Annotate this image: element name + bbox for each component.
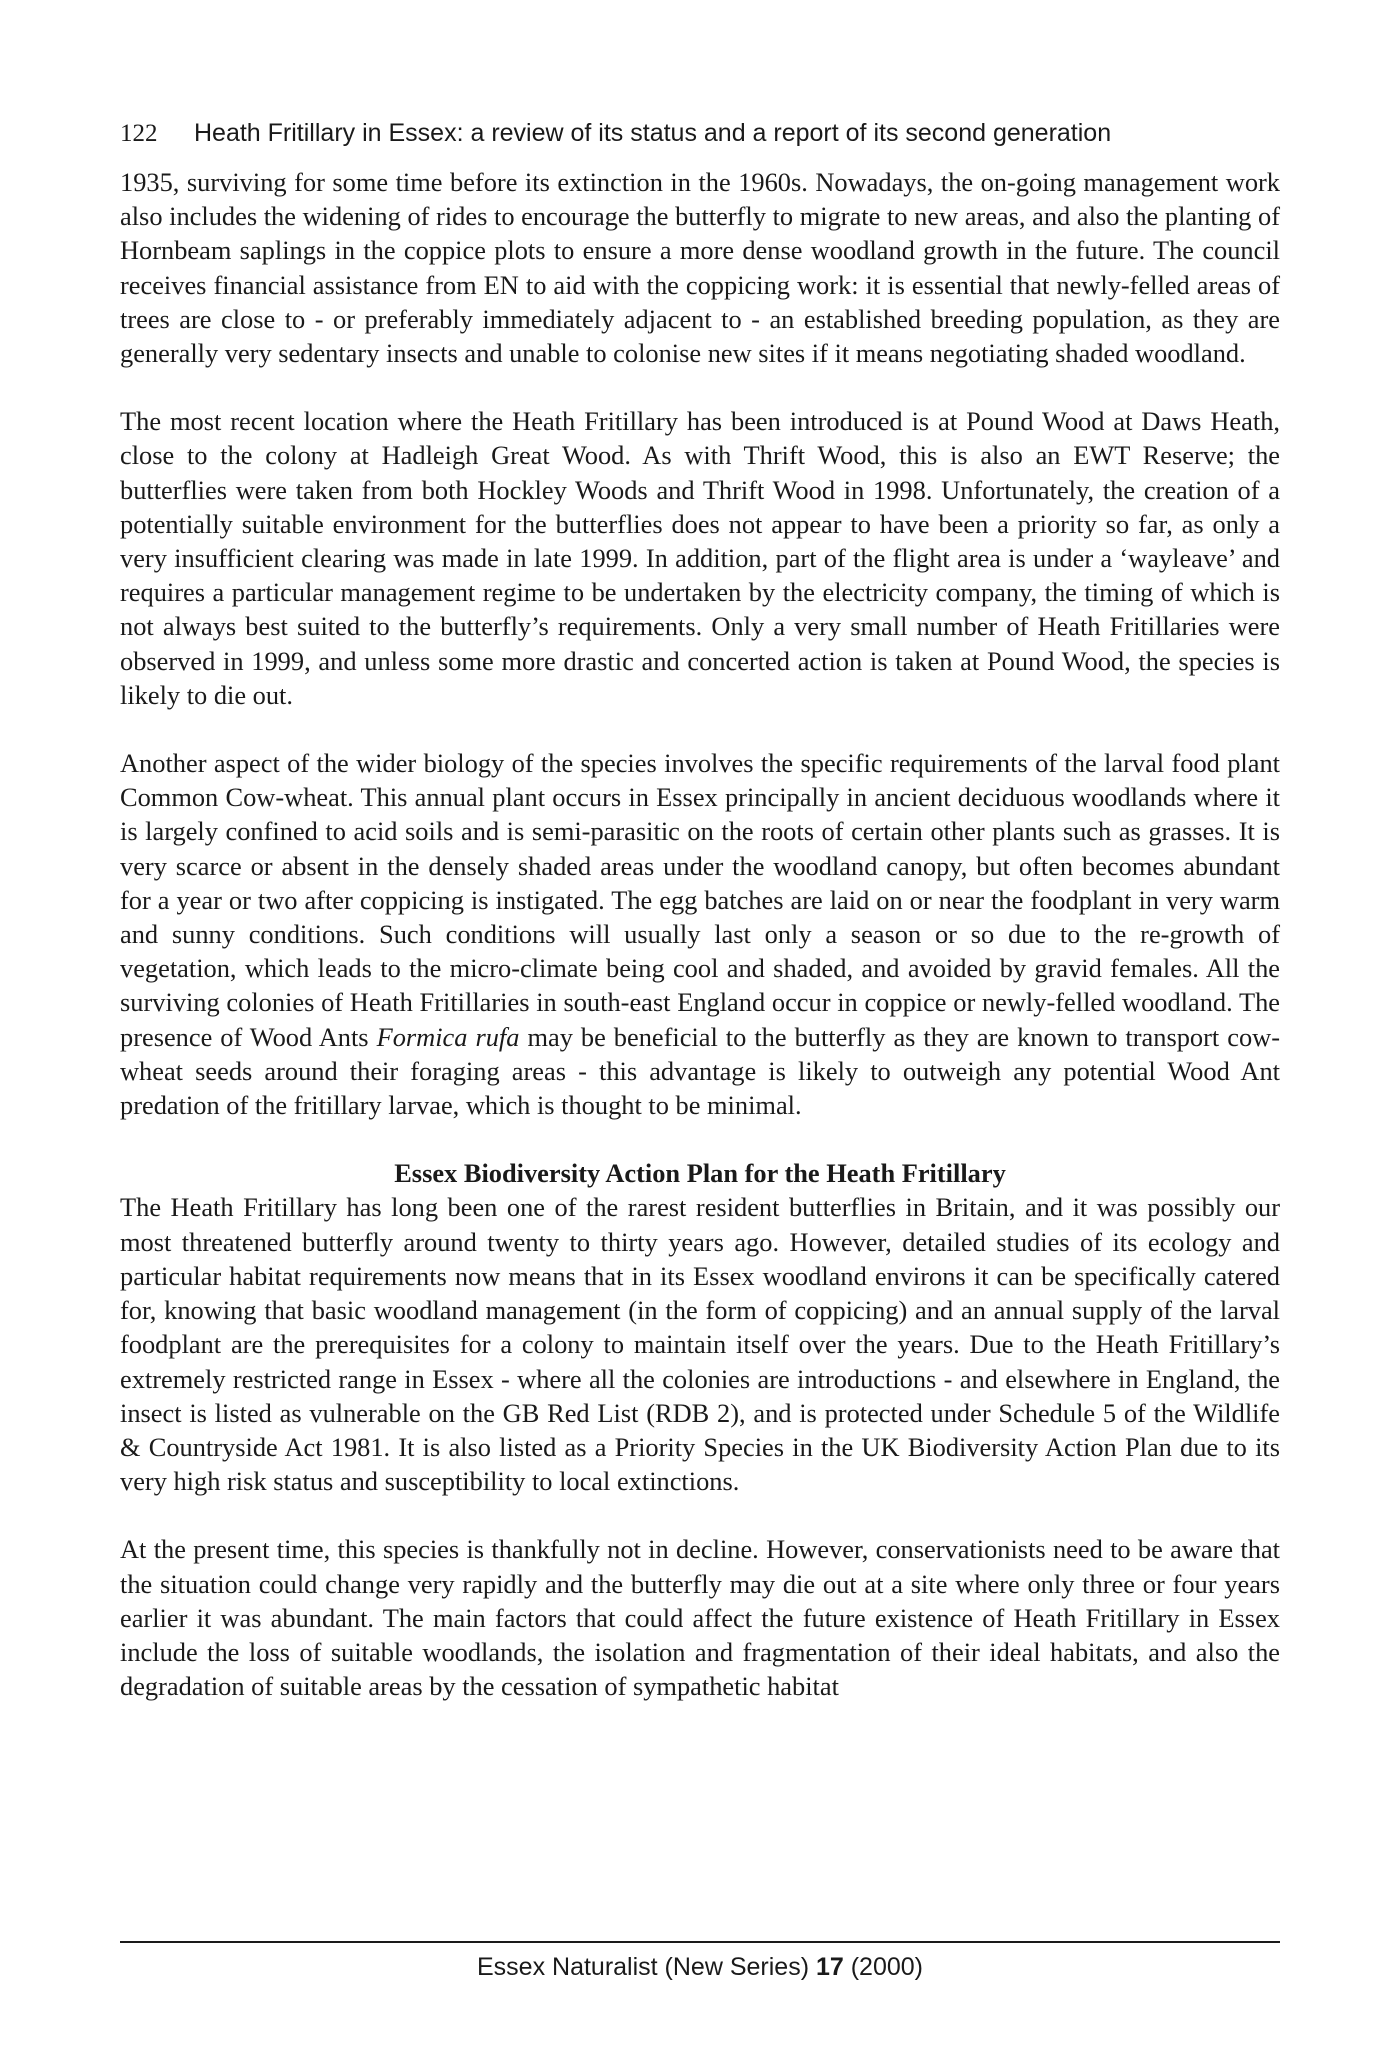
paragraph-1: 1935, surviving for some time before its extinction in the 1960s. Nowadays, the on-going management work also includes the widening of rides to encourage the butterfly to migrate to new areas, and also the planting of Hornbeam saplings in the coppice plots to ensure a more dense woodland growth in the future. The council receives financial assistance from EN to aid with the coppicing work: it is essential that newly-felled areas of trees are close to - or preferably immediately adjacent to - an established breeding population, as they are generally very sedentary insects and unable to colonise new sites if it means negotiating shaded woodland. [120,167,1280,369]
footer-rule [120,1941,1280,1943]
paragraph-2: The most recent location where the Heath Fritillary has been introduced is at Pound Wood at Daws Heath, close to the colony at Hadleigh Great Wood. As with Thrift Wood, this is also an EWT Reserve; the butterflies were taken from both Hockley Woods and Thrift Wood in 1998. Unfortunately, the creation of a potentially suitable environment for the butterflies does not appear to have been a priority so far, as only a very insufficient clearing was made in late 1999. In addition, part of the flight area is under a ‘wayleave’ and requires a particular management regime to be undertaken by the electricity company, the timing of which is not always best suited to the butterfly’s requirements. Only a very small number of Heath Fritillaries were observed in 1999, and unless some more drastic and concerted action is taken at Pound Wood, the species is likely to die out. [120,406,1280,710]
paragraph-4: The Heath Fritillary has long been one of the rarest resident butterflies in Britain, and it was possibly our most threatened butterfly around twenty to thirty years ago. However, detailed studies of its ecology and particular habitat requirements now means that in its Essex woodland environs it can be specifically catered for, knowing that basic woodland management (in the form of coppicing) and an annual supply of the larval foodplant are the prerequisites for a colony to maintain itself over the years. Due to the Heath Fritillary’s extremely restricted range in Essex - where all the colonies are introductions - and elsewhere in England, the insect is listed as vulnerable on the GB Red List (RDB 2), and is protected under Schedule 5 of the Wildlife & Countryside Act 1981. It is also listed as a Priority Species in the UK Biodiversity Action Plan due to its very high risk status and susceptibility to local extinctions. [120,1192,1280,1497]
footer-year: (2000) [843,1953,923,1981]
footer-volume: 17 [815,1953,844,1981]
running-head [120,118,1280,149]
article-body [120,165,1280,1703]
page-number: 122 [120,120,158,147]
paragraph-3-text-b: may be beneficial to the butterfly as they are known to transport cow-wheat seeds around their foraging areas - this advantage is likely to outweigh any potential Wood Ant predation of the fritillary larvae, which is thought to be minimal. [120,1021,1280,1121]
footer-journal: Essex Naturalist (New Series) [476,1953,816,1981]
paragraph-3-text-a: Another aspect of the wider biology of the species involves the specific requirements of the larval food plant Common Cow-wheat. This annual plant occurs in Essex principally in ancient deciduous woodlands where it is largely confined to acid soils and is semi-parasitic on the roots of certain other plants such as grasses. It is very scarce or absent in the densely shaded areas under the woodland canopy, but often becomes abundant for a year or two after coppicing is instigated. The egg batches are laid on or near the foodplant in very warm and sunny conditions. Such conditions will usually last only a season or so due to the re-growth of vegetation, which leads to the micro-climate being cool and shaded, and avoided by gravid females. All the surviving colonies of Heath Fritillaries in south-east England occur in coppice or newly-felled woodland. The presence of Wood Ants [120,748,1280,1052]
page [120,0,1280,2067]
section-heading: Essex Biodiversity Action Plan for the Heath Fritillary [394,1158,1006,1189]
footer [120,1952,1280,1982]
running-title: Heath Fritillary in Essex: a review of its status and a report of its second generation [194,119,1112,147]
paragraph-3 [120,746,1280,1122]
species-name: Formica rufa [376,1021,520,1052]
paragraph-5: At the present time, this species is thankfully not in decline. However, conservationists need to be aware that the situation could change very rapidly and the butterfly may die out at a site where only three or four years earlier it was abundant. The main factors that could affect the future existence of Heath Fritillary in Essex include the loss of suitable woodlands, the isolation and fragmentation of their ideal habitats, and also the degradation of suitable areas by the cessation of sympathetic habitat [120,1534,1280,1702]
